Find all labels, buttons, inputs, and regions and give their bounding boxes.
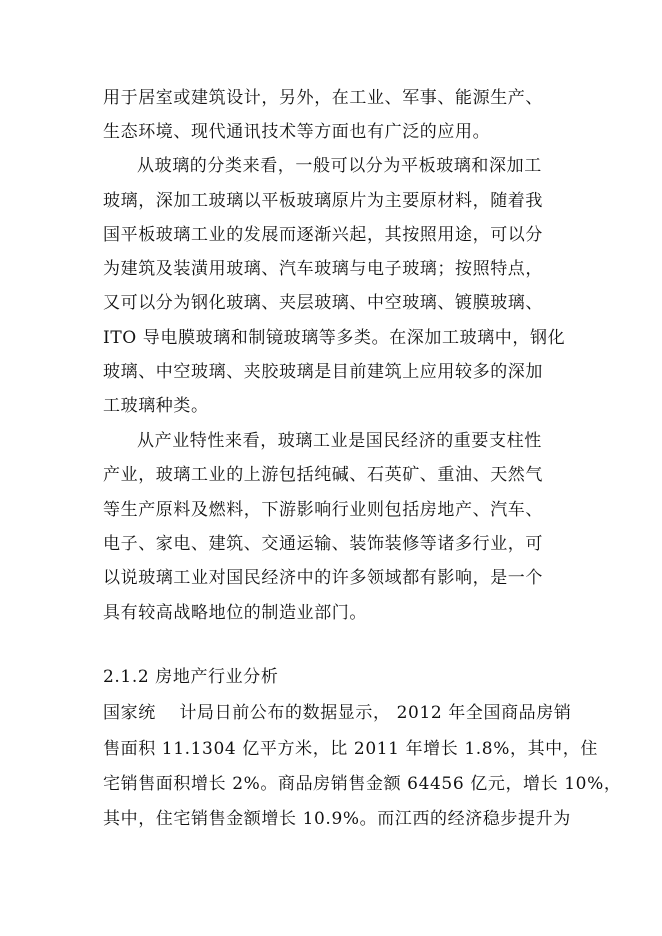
section-heading: 2.1.2 房地产行业分析 <box>103 667 279 687</box>
paragraph-3-line-1: 从产业特性来看，玻璃工业是国民经济的重要支柱性 <box>137 431 542 451</box>
section-paragraph-line-4: 其中，住宅销售金额增长 10.9%。而江西的经济稳步提升为 <box>103 809 571 829</box>
paragraph-1-line-2: 生态环境、现代通讯技术等方面也有广泛的应用。 <box>103 122 491 142</box>
paragraph-2-line-6: ITO 导电膜玻璃和制镜玻璃等多类。在深加工玻璃中，钢化 <box>103 328 566 348</box>
paragraph-3-line-5: 以说玻璃工业对国民经济中的许多领域都有影响，是一个 <box>103 568 543 588</box>
paragraph-2-line-8: 工玻璃种类。 <box>103 396 209 416</box>
paragraph-3-line-3: 等生产原料及燃料，下游影响行业则包括房地产、汽车、 <box>103 500 543 520</box>
paragraph-3-line-4: 电子、家电、建筑、交通运输、装饰装修等诸多行业，可 <box>103 534 543 554</box>
paragraph-2-line-2: 玻璃，深加工玻璃以平板玻璃原片为主要原材料，随着我 <box>103 191 543 211</box>
paragraph-2-line-5: 又可以分为钢化玻璃、夹层玻璃、中空玻璃、镀膜玻璃、 <box>103 293 543 313</box>
paragraph-2-line-7: 玻璃、中空玻璃、夹胶玻璃是目前建筑上应用较多的深加 <box>103 362 543 382</box>
section-paragraph-line-2: 售面积 11.1304 亿平方米，比 2011 年增长 1.8%，其中，住 <box>103 739 598 759</box>
paragraph-1-line-1: 用于居室或建筑设计，另外，在工业、军事、能源生产、 <box>103 88 543 108</box>
paragraph-3-line-6: 具有较高战略地位的制造业部门。 <box>103 603 367 623</box>
paragraph-2-line-3: 国平板玻璃工业的发展而逐渐兴起，其按照用途，可以分 <box>103 225 543 245</box>
paragraph-2-line-4: 为建筑及装潢用玻璃、汽车玻璃与电子玻璃；按照特点， <box>103 259 543 279</box>
paragraph-2-line-1: 从玻璃的分类来看，一般可以分为平板玻璃和深加工 <box>137 156 542 176</box>
section-paragraph-line-3: 宅销售面积增长 2%。商品房销售金额 64456 亿元，增长 10%， <box>103 774 622 794</box>
paragraph-3-line-2: 产业，玻璃工业的上游包括纯碱、石英矿、重油、天然气 <box>103 465 543 485</box>
section-paragraph-line-1: 国家统 计局日前公布的数据显示， 2012 年全国商品房销 <box>103 703 572 723</box>
